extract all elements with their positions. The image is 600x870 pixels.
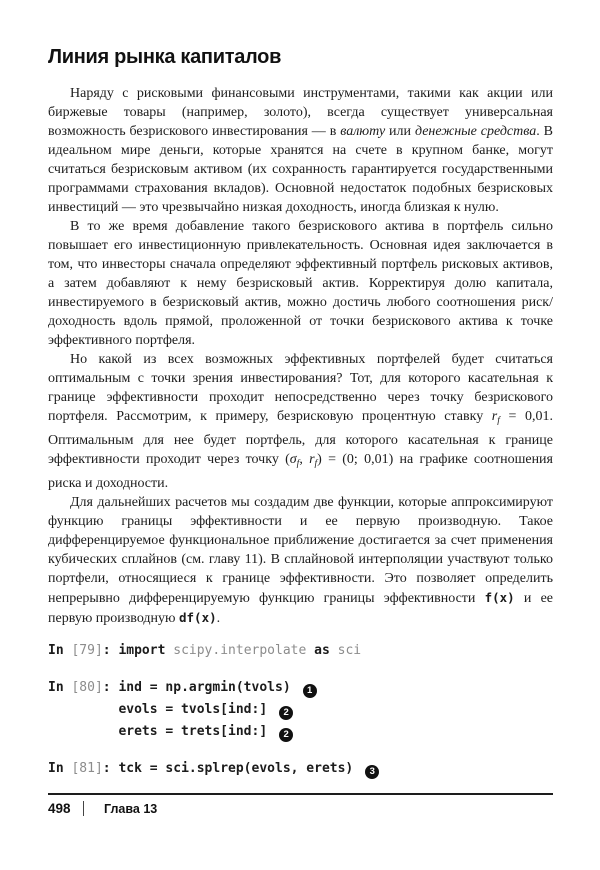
code-token xyxy=(330,643,338,658)
paragraph xyxy=(48,217,553,350)
footer-row xyxy=(48,801,553,816)
code-token: ind = np.argmin(tvols) xyxy=(118,680,291,695)
code-prompt: [80] xyxy=(71,680,103,695)
code-block xyxy=(48,640,553,662)
text-segment: = 0,01. Оптимальным для нее будет портфель, для которого касательная к границе эффективности проходит через точку ( xyxy=(48,409,553,467)
paragraph xyxy=(48,84,553,217)
text-segment: , xyxy=(299,452,310,467)
callout-badge: 3 xyxy=(365,765,379,779)
code-area xyxy=(48,640,553,780)
code-token: erets = trets[ind:] xyxy=(118,724,268,739)
text-segment: валюту xyxy=(340,124,386,139)
callout-badge: 2 xyxy=(279,728,293,742)
code-prompt: : xyxy=(102,761,119,776)
paragraph xyxy=(48,350,553,493)
page-footer xyxy=(48,793,553,816)
code-token: import xyxy=(118,643,166,658)
code-token xyxy=(306,643,314,658)
text-segment: σ xyxy=(289,452,297,467)
code-prompt: : xyxy=(102,680,119,695)
code-prompt: In xyxy=(48,761,72,776)
text-segment: . В идеальном мире деньги, которые хранятся на счете в крупном банке, могут считаться безрисковым активом (их сохранность гарантируется государственными программами страхования вкладов). Основной недостаток подобных безрисковых инвестиций — это чрезвычайно низкая доходность, иногда близкая к нулю. xyxy=(48,124,553,215)
code-block xyxy=(48,677,553,743)
text-segment: r xyxy=(309,452,315,467)
code-token: tck = sci.splrep(evols, erets) xyxy=(118,761,354,776)
paragraph xyxy=(48,493,553,628)
callout-badge: 2 xyxy=(279,706,293,720)
code-token: evols = tvols[ind:] xyxy=(118,702,268,717)
text-segment: или xyxy=(385,124,415,139)
text-segment: и ее первую производную xyxy=(48,591,553,626)
text-segment: Но какой из всех возможных эффективных портфелей будет считаться оптимальным с точки зрения инвестирования? Тот, для которого касательная к границе эффективности проходит непосредственно через точку безрискового портфеля. Рассмотрим, к примеру, безрисковую процентную ставку xyxy=(48,352,553,424)
code-block xyxy=(48,758,553,780)
code-prompt: [79] xyxy=(71,643,103,658)
footer-rule xyxy=(48,793,553,795)
text-segment: денежные средства xyxy=(414,124,537,139)
text-segment: Наряду с рисковыми финансовыми инструментами, такими как акции или биржевые товары (например, золото), всегда существует универсальная возможность безрискового инвестирования — в xyxy=(48,86,553,139)
code-line xyxy=(48,640,553,662)
page-number: 498 xyxy=(48,801,71,816)
body-text xyxy=(48,84,553,628)
text-segment: f xyxy=(296,459,300,469)
section-title: Линия рынка капиталов xyxy=(48,46,282,68)
text-segment: f xyxy=(497,416,500,426)
text-segment: . xyxy=(216,611,221,626)
text-segment: f(x) xyxy=(484,590,515,605)
text-segment: f xyxy=(314,459,318,469)
text-segment: r xyxy=(491,409,498,424)
chapter-label: Глава 13 xyxy=(104,801,158,816)
code-token: as xyxy=(314,643,330,658)
code-line xyxy=(48,721,553,743)
code-token: sci xyxy=(337,643,362,658)
footer-separator xyxy=(83,801,85,816)
text-segment: df(x) xyxy=(179,610,217,625)
code-prompt: In xyxy=(48,643,72,658)
code-prompt: In xyxy=(48,680,72,695)
text-segment: В то же время добавление такого безрискового актива в портфель сильно повышает его инвестиционную привлекательность. Основная идея заключается в том, что инвесторы сначала определяют эффективный портфель рисковых активов, а затем добавляют к нему безрисковый актив. Корректируя долю капитала, инвестируемого в безрисковый актив, можно достичь любого соотношения риск/доходность вдоль прямой, проложенной от точки безрискового актива к точке эффективного портфеля. xyxy=(48,219,553,348)
code-token: scipy.interpolate xyxy=(173,643,307,658)
code-prompt: : xyxy=(102,643,119,658)
text-segment: Для дальнейших расчетов мы создадим две функции, которые аппроксимируют функцию границы эффективности и ее первую производную. Такое дифференцируемое функциональное приближение достигается за счет применения кубических сплайнов (см. главу 11). В сплайновой интерполяции участвуют только портфели, относящиеся к границе эффективности. Это позволяет определить непрерывно дифференцируемую функцию границы эффективности xyxy=(48,495,553,606)
text-segment: ) = (0; 0,01) на графике соотношения риска и доходности. xyxy=(48,452,553,491)
code-prompt: [81] xyxy=(71,761,103,776)
code-line xyxy=(48,677,553,699)
code-line xyxy=(48,699,553,721)
code-line xyxy=(48,758,553,780)
callout-badge: 1 xyxy=(303,684,317,698)
